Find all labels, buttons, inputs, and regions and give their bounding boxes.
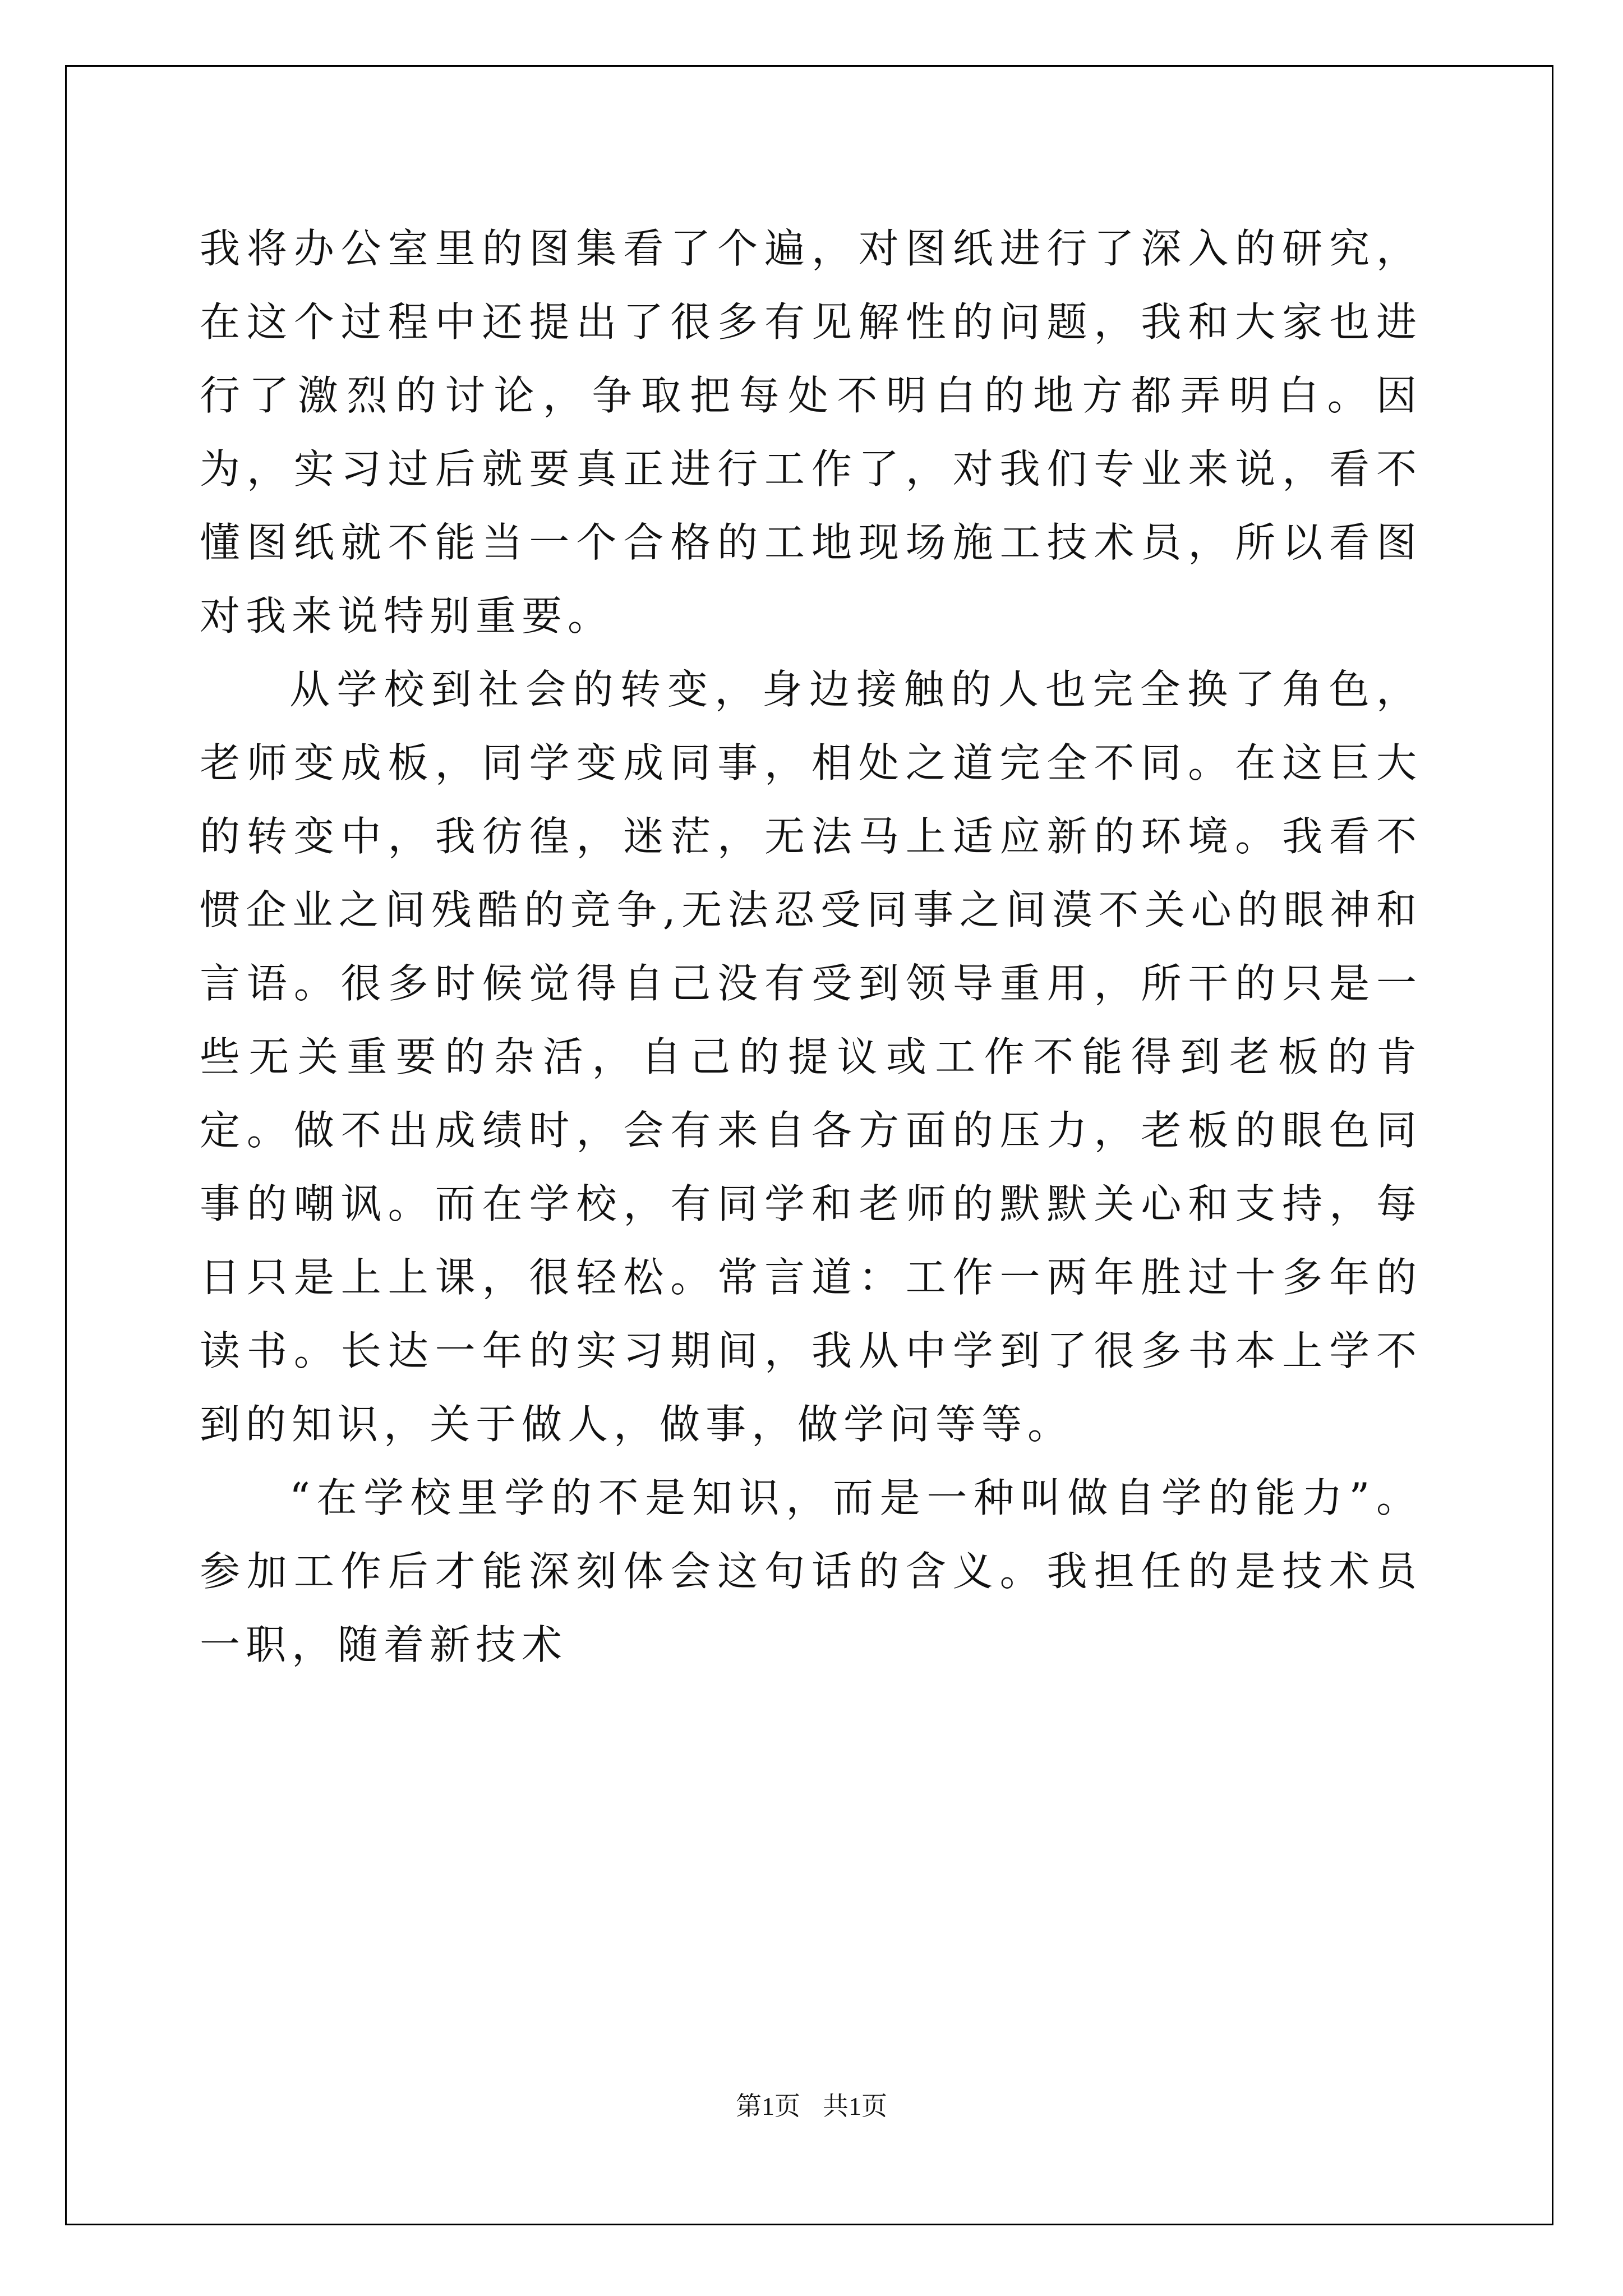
paragraph-2: 从学校到社会的转变，身边接触的人也完全换了角色，老师变成板，同学变成同事，相处之道完全不同。在这巨大的转变中，我彷徨，迷茫，无法马上适应新的环境。我看不惯企业之间残酷的竞争,无法忍受同事之间漠不关心的眼神和言语。很多时候觉得自己没有受到领导重用，所干的只是一些无关重要的杂活，自己的提议或工作不能得到老板的肯定。做不出成绩时，会有来自各方面的压力，老板的眼色同事的嘲讽。而在学校，有同学和老师的默默关心和支持，每日只是上上课，很轻松。常言道：工作一两年胜过十多年的读书。长达一年的实习期间，我从中学到了很多书本上学不到的知识，关于做人，做事，做学问等等。 <box>200 666 1422 1448</box>
paragraph-3: “在学校里学的不是知识，而是一种叫做自学的能力”。参加工作后才能深刻体会这句话的含义。我担任的是技术员一职，随着新技术 <box>200 1474 1422 1668</box>
page-total: 共1页 <box>823 2092 887 2120</box>
paragraph-1: 我将办公室里的图集看了个遍，对图纸进行了深入的研究，在这个过程中还提出了很多有见解性的问题，我和大家也进行了激烈的讨论，争取把每处不明白的地方都弄明白。因为，实习过后就要真正进行工作了，对我们专业来说，看不懂图纸就不能当一个合格的工地现场施工技术员，所以看图对我来说特别重要。 <box>200 225 1422 639</box>
document-body <box>200 212 1422 1682</box>
page-number: 第1页 <box>736 2092 800 2120</box>
page-footer <box>0 2086 1623 2123</box>
